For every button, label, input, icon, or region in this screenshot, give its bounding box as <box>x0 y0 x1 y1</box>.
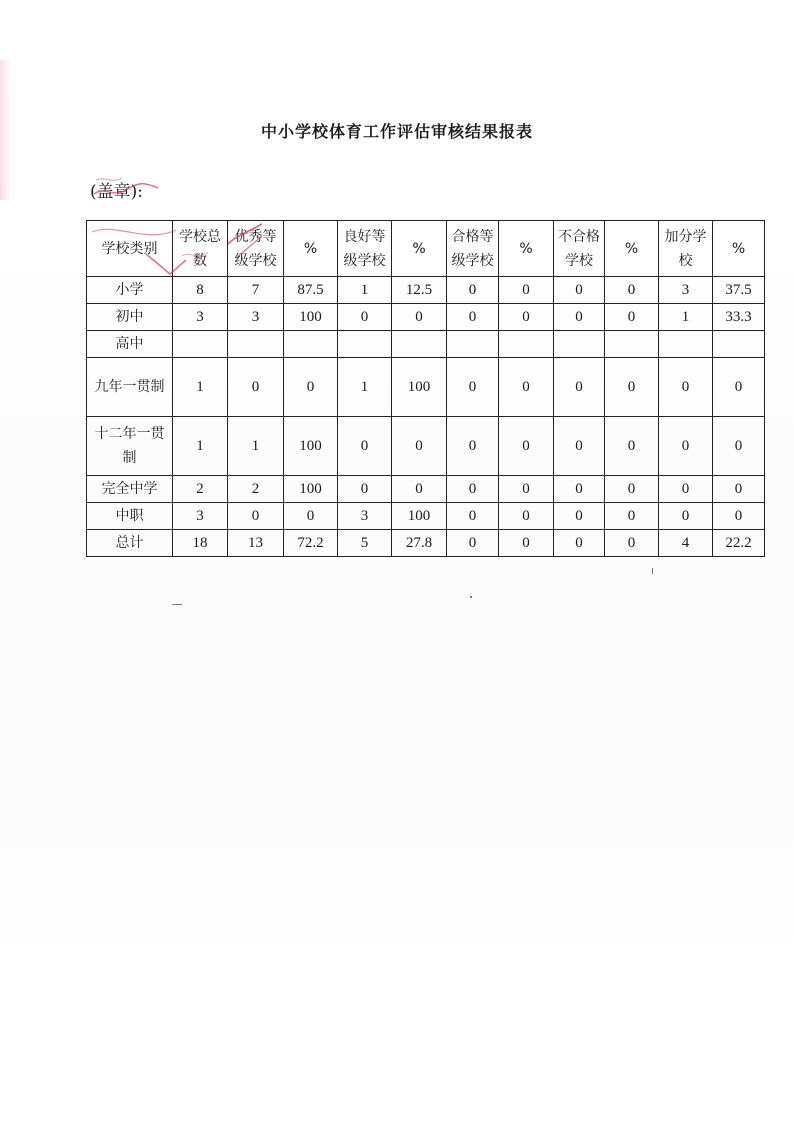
table-cell: 0 <box>499 358 554 417</box>
table-cell: 0 <box>659 358 713 417</box>
table-cell <box>659 331 713 358</box>
table-cell: 3 <box>173 503 228 530</box>
table-cell: 37.5 <box>713 277 765 304</box>
table-cell: 12.5 <box>392 277 447 304</box>
header-text: 不合格学校 <box>558 228 600 269</box>
table-cell: 0 <box>713 358 765 417</box>
table-cell <box>554 331 605 358</box>
table-header-row <box>87 221 765 277</box>
table-cell: 1 <box>173 358 228 417</box>
table-cell: 0 <box>659 503 713 530</box>
assessment-results-table <box>86 220 765 557</box>
table-cell: 0 <box>713 417 765 476</box>
header-text: 合格等级学校 <box>451 228 494 269</box>
row-label <box>87 358 173 417</box>
table-cell: 0 <box>605 503 659 530</box>
header-school-category <box>87 221 173 277</box>
table-cell: 72.2 <box>284 530 338 557</box>
table-cell: 27.8 <box>392 530 447 557</box>
table-cell: 0 <box>447 476 499 503</box>
report-title: 中小学校体育工作评估审核结果报表 <box>260 122 533 141</box>
table-cell: 0 <box>228 358 284 417</box>
table-cell <box>713 331 765 358</box>
table-cell: 4 <box>659 530 713 557</box>
table-cell: 0 <box>659 417 713 476</box>
header-text: % <box>412 240 426 257</box>
header-percent <box>605 221 659 277</box>
table-cell: 1 <box>173 417 228 476</box>
table-cell: 3 <box>659 277 713 304</box>
table-cell: 0 <box>605 277 659 304</box>
table-cell: 1 <box>659 304 713 331</box>
table-row <box>87 476 765 503</box>
table-cell: 22.2 <box>713 530 765 557</box>
table-cell: 0 <box>499 277 554 304</box>
table-cell: 100 <box>284 476 338 503</box>
table-cell: 0 <box>392 476 447 503</box>
header-percent <box>284 221 338 277</box>
header-text: % <box>303 240 318 257</box>
table-row <box>87 503 765 530</box>
scan-speck <box>172 604 182 605</box>
header-unqualified <box>554 221 605 277</box>
header-text: % <box>624 240 639 257</box>
table-cell: 0 <box>338 476 392 503</box>
row-label-text: 九年一贯制 <box>94 379 165 395</box>
table-cell <box>284 331 338 358</box>
table-cell: 33.3 <box>713 304 765 331</box>
header-text: 学校类别 <box>101 240 158 257</box>
table-cell: 100 <box>284 417 338 476</box>
table-cell: 0 <box>713 476 765 503</box>
table-cell: 0 <box>605 304 659 331</box>
table-cell <box>173 331 228 358</box>
table-cell: 3 <box>173 304 228 331</box>
table-cell: 0 <box>605 358 659 417</box>
table-cell: 0 <box>554 304 605 331</box>
table-cell: 1 <box>338 277 392 304</box>
table-cell: 0 <box>554 476 605 503</box>
header-school-total <box>173 221 228 277</box>
table-cell: 0 <box>713 503 765 530</box>
row-label <box>87 417 173 476</box>
table-cell: 7 <box>228 277 284 304</box>
header-percent <box>499 221 554 277</box>
table-total-row <box>87 530 765 557</box>
table-cell: 2 <box>228 476 284 503</box>
table-cell: 0 <box>338 304 392 331</box>
header-good <box>338 221 392 277</box>
table-cell: 100 <box>284 304 338 331</box>
table-cell: 0 <box>447 530 499 557</box>
table-cell: 0 <box>447 304 499 331</box>
table-cell: 0 <box>284 503 338 530</box>
table-cell: 5 <box>338 530 392 557</box>
table-cell: 3 <box>228 304 284 331</box>
table-cell: 0 <box>554 417 605 476</box>
row-label: 小学 <box>87 277 173 304</box>
table-cell: 0 <box>605 530 659 557</box>
table-cell: 0 <box>554 277 605 304</box>
table-cell: 0 <box>554 530 605 557</box>
table-cell: 0 <box>228 503 284 530</box>
row-label: 完全中学 <box>87 476 173 503</box>
table-cell: 100 <box>392 358 447 417</box>
header-text: 学校总数 <box>179 228 221 269</box>
table-cell: 0 <box>499 304 554 331</box>
table-cell: 0 <box>605 417 659 476</box>
table-cell <box>228 331 284 358</box>
table-cell: 2 <box>173 476 228 503</box>
row-label: 总计 <box>87 530 173 557</box>
table-cell <box>605 331 659 358</box>
table-row <box>87 331 765 358</box>
row-label-text: 十二年一贯制 <box>94 426 165 466</box>
header-qualified <box>447 221 499 277</box>
table-cell: 87.5 <box>284 277 338 304</box>
header-bonus <box>659 221 713 277</box>
table-cell: 0 <box>284 358 338 417</box>
table-cell: 100 <box>392 503 447 530</box>
table-cell: 0 <box>499 476 554 503</box>
table-cell: 0 <box>554 358 605 417</box>
table-cell: 0 <box>499 530 554 557</box>
table-cell: 0 <box>447 358 499 417</box>
table-cell: 8 <box>173 277 228 304</box>
row-label: 中职 <box>87 503 173 530</box>
table-row <box>87 358 765 417</box>
table-cell: 0 <box>447 503 499 530</box>
row-label: 高中 <box>87 331 173 358</box>
table-row <box>87 304 765 331</box>
table-cell: 18 <box>173 530 228 557</box>
row-label: 初中 <box>87 304 173 331</box>
table-cell <box>447 331 499 358</box>
header-text: 加分学校 <box>664 228 707 269</box>
table-cell: 0 <box>659 476 713 503</box>
table-cell <box>392 331 447 358</box>
header-text: % <box>731 240 746 257</box>
table-row <box>87 417 765 476</box>
header-percent <box>713 221 765 277</box>
table-cell: 0 <box>447 417 499 476</box>
table-cell: 0 <box>499 503 554 530</box>
header-percent <box>392 221 447 277</box>
table-row <box>87 277 765 304</box>
table-cell: 0 <box>499 417 554 476</box>
table-cell: 1 <box>338 358 392 417</box>
table-cell: 0 <box>554 503 605 530</box>
header-excellent <box>228 221 284 277</box>
table-cell <box>499 331 554 358</box>
header-text: % <box>519 240 533 257</box>
header-text: 优秀等级学校 <box>234 228 277 269</box>
scan-speck <box>470 596 472 598</box>
table-cell: 3 <box>338 503 392 530</box>
table-cell: 13 <box>228 530 284 557</box>
scan-speck <box>652 568 653 574</box>
stamp-label: (盖章): <box>90 182 143 202</box>
table-cell: 0 <box>447 277 499 304</box>
table-cell: 0 <box>605 476 659 503</box>
table-cell: 1 <box>228 417 284 476</box>
header-text: 良好等级学校 <box>343 228 386 269</box>
table-cell: 0 <box>338 417 392 476</box>
table-cell: 0 <box>392 417 447 476</box>
table-cell: 0 <box>392 304 447 331</box>
table-cell <box>338 331 392 358</box>
